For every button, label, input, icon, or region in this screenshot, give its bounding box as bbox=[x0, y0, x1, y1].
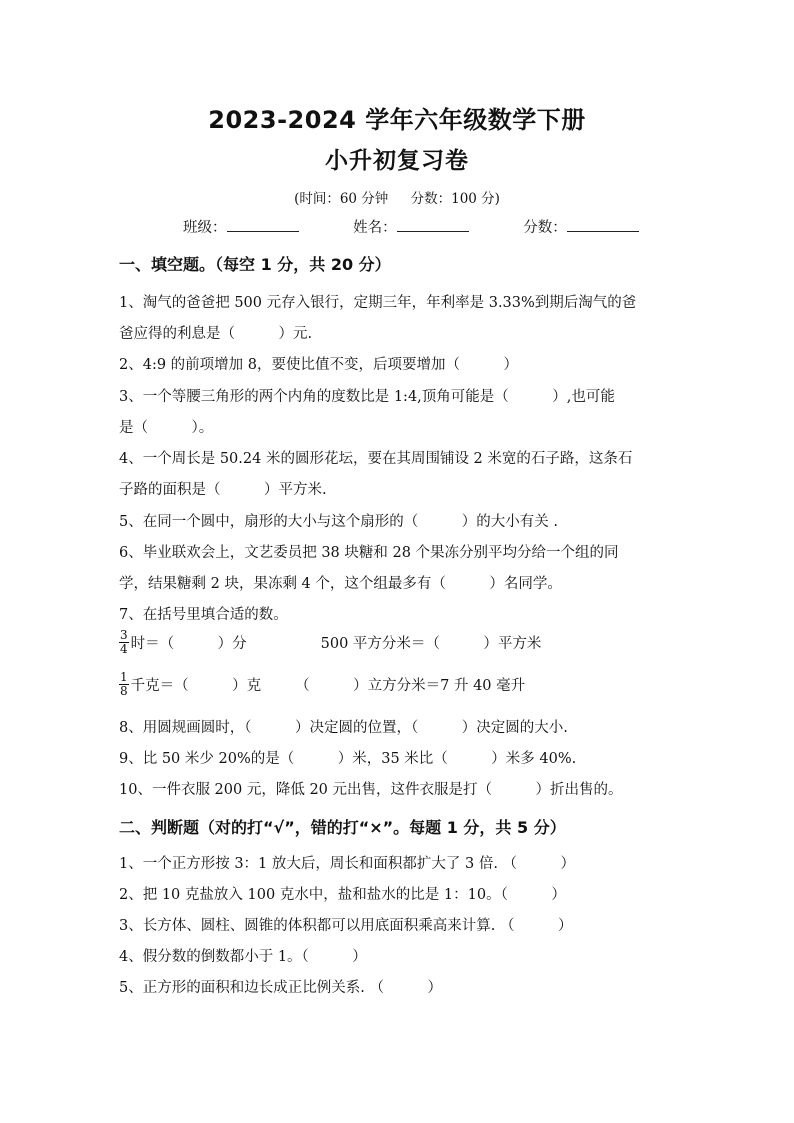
question-line: 5、正方形的面积和边长成正比例关系. （ ） bbox=[119, 980, 442, 996]
name-label: 姓名： bbox=[353, 220, 397, 236]
exam-meta bbox=[0, 187, 794, 207]
question-line: 爸应得的利息是（ ）元. bbox=[119, 326, 313, 342]
section2-heading: 二、判断题（对的打“√”，错的打“×”。每题 1 分，共 5 分） bbox=[119, 818, 566, 837]
score-label: 分数： bbox=[523, 220, 567, 236]
q7-item: 时＝（ ）分 bbox=[130, 636, 247, 652]
question-line: 8、用圆规画圆时，（ ）决定圆的位置，（ ）决定圆的大小. bbox=[119, 720, 568, 736]
q7-item: 500 平方分米＝（ ）平方米 bbox=[320, 636, 542, 652]
question-line: 学，结果糖剩 2 块，果冻剩 4 个，这个组最多有（ ）名同学。 bbox=[119, 576, 562, 592]
question-line: 2、4:9 的前项增加 8，要使比值不变，后项要增加（ ） bbox=[119, 357, 519, 373]
name-field[interactable] bbox=[397, 219, 469, 232]
question-line: 子路的面积是（ ）平方米. bbox=[119, 482, 327, 498]
question-line: 2、把 10 克盐放入 100 克水中，盐和盐水的比是 1：10。（ ） bbox=[119, 887, 566, 903]
q7-row1 bbox=[119, 629, 541, 656]
q7-item: 千克＝（ ）克 bbox=[130, 678, 262, 694]
exam-time: (时间：60 分钟 bbox=[294, 191, 389, 207]
question-line: 6、毕业联欢会上，文艺委员把 38 块糖和 28 个果冻分别平均分给一个组的同 bbox=[119, 545, 619, 561]
score-field[interactable] bbox=[567, 219, 639, 232]
question-line: 1、一个正方形按 3：1 放大后，周长和面积都扩大了 3 倍. （ ） bbox=[119, 856, 576, 872]
student-info bbox=[183, 216, 639, 237]
q7-item: （ ）立方分米＝7 升 40 毫升 bbox=[295, 678, 526, 694]
page-subtitle: 小升初复习卷 bbox=[325, 148, 469, 174]
page-title: 2023-2024 学年六年级数学下册 bbox=[208, 106, 586, 134]
exam-total-score: 分数：100 分) bbox=[410, 191, 500, 207]
question-line: 1、淘气的爸爸把 500 元存入银行，定期三年，年利率是 3.33%到期后淘气的爸 bbox=[119, 295, 637, 311]
q7-row2 bbox=[119, 671, 525, 698]
question-line: 9、比 50 米少 20%的是（ ）米，35 米比（ ）米多 40%. bbox=[119, 751, 577, 767]
question-line: 4、假分数的倒数都小于 1。（ ） bbox=[119, 949, 367, 965]
question-line: 3、一个等腰三角形的两个内角的度数比是 1:4,顶角可能是（ ）,也可能 bbox=[119, 389, 615, 405]
question-line: 4、一个周长是 50.24 米的圆形花坛，要在其周围铺设 2 米宽的石子路，这条石 bbox=[119, 451, 633, 467]
fraction: $\frac{3}{4}$ bbox=[120, 628, 128, 656]
question-line: 3、长方体、圆柱、圆锥的体积都可以用底面积乘高来计算. （ ） bbox=[119, 918, 573, 934]
fraction: $\frac{1}{8}$ bbox=[120, 670, 128, 698]
section1-heading: 一、填空题。（每空 1 分，共 20 分） bbox=[119, 255, 391, 274]
class-field[interactable] bbox=[227, 219, 299, 232]
question-line: 7、在括号里填合适的数。 bbox=[119, 607, 288, 623]
class-label: 班级： bbox=[183, 220, 227, 236]
question-line: 10、一件衣服 200 元，降低 20 元出售，这件衣服是打（ ）折出售的。 bbox=[119, 782, 623, 798]
question-line: 是（ ）。 bbox=[119, 420, 214, 436]
question-line: 5、在同一个圆中，扇形的大小与这个扇形的（ ）的大小有关 . bbox=[119, 514, 558, 530]
